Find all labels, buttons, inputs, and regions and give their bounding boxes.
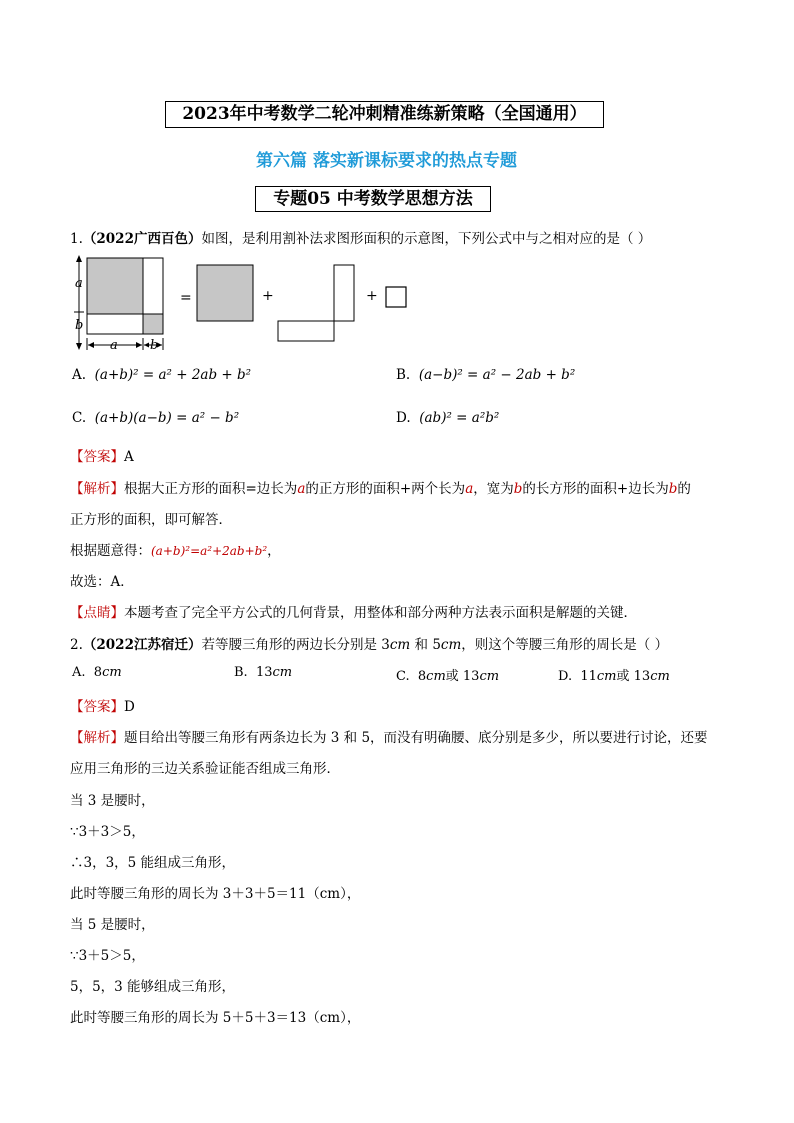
q1-analysis-var: b bbox=[513, 481, 523, 497]
section-subtitle: 第六篇 落实新课标要求的热点专题 bbox=[256, 151, 517, 171]
q1-analysis-var: b bbox=[668, 481, 678, 497]
q1-option-d-text: (ab)² = a²b² bbox=[419, 410, 500, 426]
q1-option-d bbox=[396, 410, 499, 426]
q2-option-c-label: C. bbox=[396, 669, 410, 684]
q2-option-d-value: 11 bbox=[580, 669, 597, 684]
q1-figure bbox=[66, 252, 426, 354]
q1-comment-line bbox=[70, 601, 637, 621]
q2-step-line: 此时等腰三角形的周长为 5＋5＋3＝13（cm）， bbox=[70, 1010, 361, 1026]
q1-comment: 本题考查了完全平方公式的几何背景，用整体和部分两种方法表示面积是解题的关键． bbox=[124, 605, 637, 621]
q2-answer: D bbox=[124, 699, 135, 715]
q2-option-d bbox=[558, 665, 670, 684]
q2-answer-tag: 【答案】 bbox=[70, 699, 124, 715]
q2-option-a bbox=[72, 665, 122, 680]
q1-option-c-label: C. bbox=[72, 410, 87, 426]
q1-analysis-text: 的 bbox=[677, 481, 691, 497]
q1-analysis-text: 根据题意得： bbox=[70, 543, 151, 559]
q1-option-c bbox=[72, 410, 239, 426]
q1-analysis-line-3 bbox=[70, 539, 281, 559]
q2-option-c-or: 或 13 bbox=[445, 669, 480, 684]
q2-step-line: ∴3，3，5 能组成三角形， bbox=[70, 855, 236, 871]
q2-option-a-unit: cm bbox=[102, 665, 122, 680]
q1-option-c-text: (a+b)(a−b) = a² − b² bbox=[94, 410, 240, 426]
q1-analysis-var: a bbox=[297, 481, 306, 497]
document-title: 2023年中考数学二轮冲刺精准练新策略（全国通用） bbox=[165, 101, 604, 128]
q2-option-a-value: 8 bbox=[93, 665, 103, 680]
q1-analysis-var: a bbox=[465, 481, 474, 497]
figure-equals: = bbox=[180, 290, 192, 306]
q2-option-b-value: 13 bbox=[255, 665, 273, 680]
q1-analysis-text: 的正方形的面积+两个长为 bbox=[305, 481, 466, 497]
q2-option-b bbox=[234, 665, 292, 680]
q2-analysis-line-1 bbox=[70, 726, 708, 746]
q1-answer-line bbox=[70, 445, 134, 465]
q2-analysis-line-2: 应用三角形的三边关系验证能否组成三角形． bbox=[70, 761, 340, 777]
q2-option-d-label: D. bbox=[558, 669, 573, 684]
q1-option-b-label: B. bbox=[396, 367, 411, 383]
q2-option-b-unit: cm bbox=[272, 665, 293, 680]
q1-analysis-formula: (a+b)²=a²+2ab+b² bbox=[151, 544, 268, 558]
q1-option-b-text: (a−b)² = a² − 2ab + b² bbox=[418, 367, 576, 383]
q2-option-c-unit: cm bbox=[426, 669, 446, 684]
q1-option-d-label: D. bbox=[396, 410, 411, 426]
q2-source: （2022江苏宿迁） bbox=[82, 637, 202, 653]
q2-option-d-unit: cm bbox=[596, 669, 617, 684]
q2-step-line: 此时等腰三角形的周长为 3＋3＋5＝11（cm）， bbox=[70, 886, 361, 902]
q2-option-a-label: A. bbox=[72, 665, 86, 680]
q2-step-line: ∵3＋3＞5， bbox=[70, 824, 145, 840]
q2-option-c-unit: cm bbox=[479, 669, 500, 684]
q1-analysis-text: ，宽为 bbox=[473, 481, 514, 497]
q2-stem-text: 若等腰三角形的两边长分别是 3 bbox=[201, 637, 390, 653]
q1-analysis-text: ， bbox=[267, 543, 281, 559]
figure-label-a-bottom: a bbox=[110, 338, 118, 353]
q2-stem-line bbox=[70, 633, 668, 653]
q1-analysis-text: 的长方形的面积+边长为 bbox=[522, 481, 669, 497]
q2-option-c-value: 8 bbox=[417, 669, 427, 684]
q1-number: 1. bbox=[70, 231, 83, 247]
q1-option-a-text: (a+b)² = a² + 2ab + b² bbox=[94, 367, 252, 383]
figure-label-b-left: b bbox=[75, 318, 84, 333]
q2-step-line: 当 5 是腰时， bbox=[70, 917, 155, 933]
q2-stem-text: 和 5 bbox=[410, 637, 441, 653]
q2-step-line: ∵3＋5＞5， bbox=[70, 948, 145, 964]
q1-option-a bbox=[72, 367, 251, 383]
q2-analysis-text: 题目给出等腰三角形有两条边长为 3 和 5，而没有明确腰、底分别是多少，所以要进行讨论，还要 bbox=[124, 730, 708, 746]
q1-analysis-tag: 【解析】 bbox=[70, 481, 124, 497]
q2-stem-unit: cm bbox=[440, 637, 462, 653]
figure-label-a-left: a bbox=[75, 276, 83, 291]
topic-title: 专题05 中考数学思想方法 bbox=[255, 186, 491, 212]
q2-step-line: 当 3 是腰时， bbox=[70, 793, 155, 809]
q2-option-d-unit: cm bbox=[650, 669, 670, 684]
figure-plus-2: + bbox=[366, 288, 378, 304]
q1-answer-tag: 【答案】 bbox=[70, 449, 124, 465]
q2-answer-line bbox=[70, 695, 135, 715]
q1-comment-tag: 【点睛】 bbox=[70, 605, 124, 621]
q1-option-b bbox=[396, 367, 575, 383]
q2-number: 2. bbox=[70, 637, 83, 653]
q2-stem-text: ，则这个等腰三角形的周长是（ ） bbox=[461, 637, 669, 653]
q1-analysis-text: 根据大正方形的面积=边长为 bbox=[124, 481, 298, 497]
q2-option-c bbox=[396, 665, 499, 684]
q1-answer: A bbox=[124, 449, 134, 465]
q1-source: （2022广西百色） bbox=[82, 231, 202, 247]
q2-step-line: 5，5，3 能够组成三角形， bbox=[70, 979, 236, 995]
q2-option-d-or: 或 13 bbox=[616, 669, 651, 684]
q2-option-b-label: B. bbox=[234, 665, 248, 680]
q1-option-a-label: A. bbox=[72, 367, 87, 383]
q2-analysis-tag: 【解析】 bbox=[70, 730, 124, 746]
q1-stem: 如图，是利用割补法求图形面积的示意图，下列公式中与之相对应的是（ ） bbox=[201, 231, 652, 247]
q2-stem-unit: cm bbox=[389, 637, 411, 653]
q1-analysis-line-4: 故选：A． bbox=[70, 574, 134, 590]
figure-plus-1: + bbox=[262, 288, 274, 304]
q1-stem-line bbox=[70, 227, 651, 247]
q1-analysis-line-2: 正方形的面积，即可解答． bbox=[70, 512, 232, 528]
figure-label-b-bottom: b bbox=[150, 338, 159, 353]
q1-analysis-line-1 bbox=[70, 477, 691, 497]
